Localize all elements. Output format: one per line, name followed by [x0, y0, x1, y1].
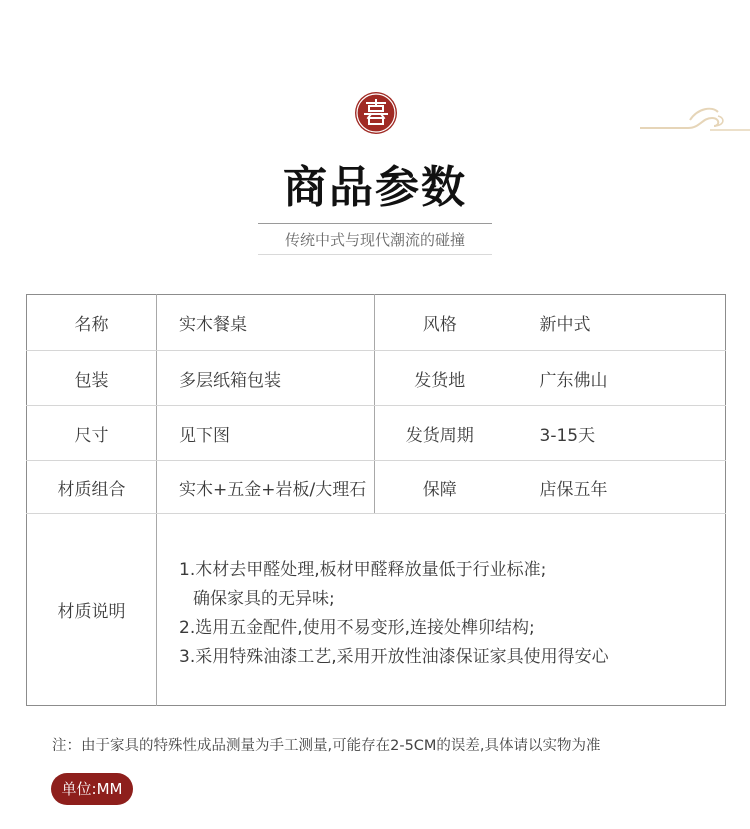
- material-description: [157, 514, 726, 706]
- table-row: [27, 295, 726, 351]
- title-divider: [258, 223, 492, 224]
- param-value: 实木+五金+岩板/大理石: [157, 461, 375, 514]
- param-value: 新中式: [505, 295, 726, 351]
- page-subtitle: 传统中式与现代潮流的碰撞: [284, 231, 465, 249]
- double-happiness-icon: [355, 92, 397, 134]
- desc-line: 2.选用五金配件,使用不易变形,连接处榫卯结构;: [179, 617, 535, 638]
- param-label: 材质组合: [27, 461, 157, 514]
- params-table: [26, 294, 726, 706]
- param-label: 尺寸: [27, 406, 157, 461]
- measurement-note: 注：由于家具的特殊性成品测量为手工测量,可能存在2-5CM的误差,具体请以实物为准: [52, 738, 601, 754]
- subtitle-divider: [258, 254, 492, 255]
- desc-line: 3.采用特殊油漆工艺,采用开放性油漆保证家具使用得安心: [179, 646, 609, 667]
- table-row: [27, 514, 726, 706]
- table-row: [27, 351, 726, 406]
- param-label: 材质说明: [27, 514, 157, 706]
- param-value: 店保五年: [505, 461, 726, 514]
- param-label: 发货周期: [375, 406, 505, 461]
- param-label: 包装: [27, 351, 157, 406]
- param-value: 3-15天: [505, 406, 726, 461]
- unit-badge: 单位:MM: [51, 773, 133, 805]
- param-value: 见下图: [157, 406, 375, 461]
- page-title: 商品参数: [283, 162, 467, 213]
- cloud-decoration-icon: [640, 100, 750, 136]
- param-label: 名称: [27, 295, 157, 351]
- param-label: 风格: [375, 295, 505, 351]
- param-label: 保障: [375, 461, 505, 514]
- table-row: [27, 461, 726, 514]
- table-row: [27, 406, 726, 461]
- param-value: 多层纸箱包装: [157, 351, 375, 406]
- param-value: 广东佛山: [505, 351, 726, 406]
- desc-line: 1.木材去甲醛处理,板材甲醛释放量低于行业标准;: [179, 559, 547, 580]
- emblem-logo: [355, 92, 397, 134]
- param-value: 实木餐桌: [157, 295, 375, 351]
- param-label: 发货地: [375, 351, 505, 406]
- desc-line: 确保家具的无异味;: [193, 588, 335, 609]
